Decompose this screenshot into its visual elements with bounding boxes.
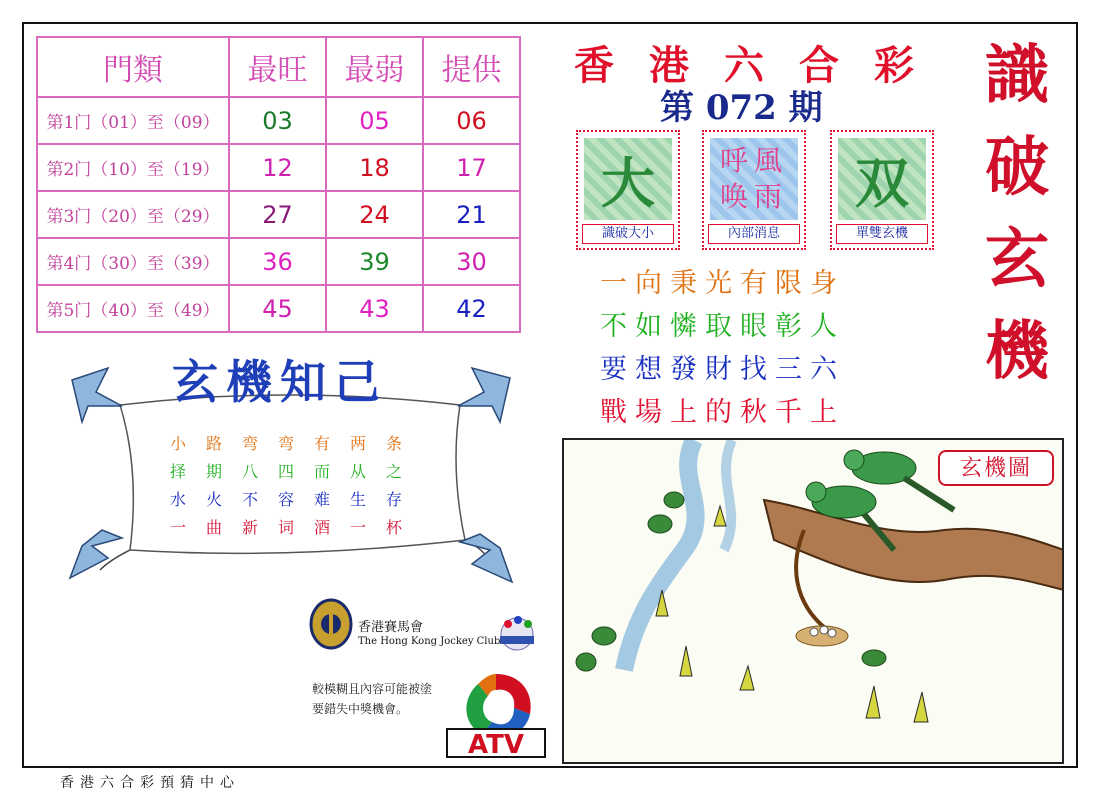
- header-category: 門類: [37, 37, 229, 97]
- hint-picture: [562, 438, 1064, 764]
- poem-line: 戰場上的秋千上: [600, 397, 845, 428]
- bird-icon: [460, 534, 512, 582]
- birds-branch-illustration: [564, 440, 1064, 764]
- vertical-char: 識: [985, 38, 1049, 113]
- tile-caption: 單雙玄機: [836, 224, 928, 244]
- scroll-title: 玄機知己: [172, 355, 388, 409]
- vertical-char: 玄: [985, 222, 1049, 297]
- bird-icon: [458, 368, 510, 422]
- footer-text: 香港六合彩預猜中心: [60, 775, 240, 791]
- tile-odd-even: [830, 130, 934, 250]
- tile-image: [584, 138, 672, 220]
- scroll-verse: [170, 430, 422, 542]
- header-weakest: 最弱: [326, 37, 423, 97]
- provided-number: 17: [423, 144, 520, 191]
- door-label: 第3门（20）至（29）: [37, 191, 229, 238]
- weakest-number: 39: [326, 238, 423, 285]
- provided-number: 06: [423, 97, 520, 144]
- mark-six-logo-icon: [494, 614, 540, 654]
- tile-glyph: 双: [855, 150, 909, 215]
- table-row: [37, 97, 520, 144]
- weakest-number: 05: [326, 97, 423, 144]
- verse-line: 择期八四而从之: [170, 462, 423, 481]
- door-label: 第1门（01）至（09）: [37, 97, 229, 144]
- hottest-number: 27: [229, 191, 326, 238]
- tile-glyph: 呼風: [719, 144, 788, 177]
- tile-caption: 識破大小: [582, 224, 674, 244]
- hkjc-logo-icon: [308, 598, 354, 650]
- atv-label: ATV: [446, 728, 546, 758]
- hkjc-name: 香港賽馬會: [358, 620, 424, 635]
- tile-glyph: 唤雨: [719, 180, 788, 213]
- door-table: [36, 36, 521, 333]
- picture-stamp: 玄機圖: [938, 450, 1054, 486]
- provided-number: 30: [423, 238, 520, 285]
- provided-number: 21: [423, 191, 520, 238]
- tile-caption: 內部消息: [708, 224, 800, 244]
- table-row: [37, 285, 520, 332]
- provided-number: 42: [423, 285, 520, 332]
- weakest-number: 18: [326, 144, 423, 191]
- poem-line: 要想發財找三六: [600, 354, 845, 385]
- header-provided: 提供: [423, 37, 520, 97]
- table-header-row: [37, 37, 520, 97]
- table-row: [37, 238, 520, 285]
- verse-line: 小路弯弯有两条: [170, 434, 423, 453]
- tile-big-small: [576, 130, 680, 250]
- tile-glyph: 大: [601, 150, 655, 215]
- lottery-title: 香港六合彩: [574, 42, 949, 89]
- vertical-char: 機: [985, 314, 1049, 389]
- door-label: 第2门（10）至（19）: [37, 144, 229, 191]
- vertical-char: 破: [985, 130, 1049, 205]
- tile-image: [838, 138, 926, 220]
- tile-image: [710, 138, 798, 220]
- note-line: 要錯失中獎機會。: [312, 702, 409, 716]
- door-label: 第4门（30）至（39）: [37, 238, 229, 285]
- hkjc-english: The Hong Kong Jockey Club: [358, 636, 501, 647]
- hottest-number: 12: [229, 144, 326, 191]
- verse-line: 水火不容难生存: [170, 490, 423, 509]
- bird-icon: [72, 368, 122, 422]
- hottest-number: 45: [229, 285, 326, 332]
- door-label: 第5门（40）至（49）: [37, 285, 229, 332]
- issue-number: 第 072 期: [660, 88, 823, 128]
- table-row: [37, 191, 520, 238]
- hottest-number: 03: [229, 97, 326, 144]
- poem-line: 一向秉光有限身: [600, 268, 845, 299]
- tile-inside-news: [702, 130, 806, 250]
- verse-line: 一曲新词酒一杯: [170, 518, 423, 537]
- weakest-number: 43: [326, 285, 423, 332]
- header-hottest: 最旺: [229, 37, 326, 97]
- vertical-title: [972, 30, 1062, 398]
- bird-icon: [70, 530, 122, 578]
- hottest-number: 36: [229, 238, 326, 285]
- poem-line: 不如憐取眼彰人: [600, 311, 845, 342]
- note-line: 較模糊且內容可能被塗: [312, 682, 433, 696]
- weakest-number: 24: [326, 191, 423, 238]
- poem: [600, 262, 845, 434]
- table-row: [37, 144, 520, 191]
